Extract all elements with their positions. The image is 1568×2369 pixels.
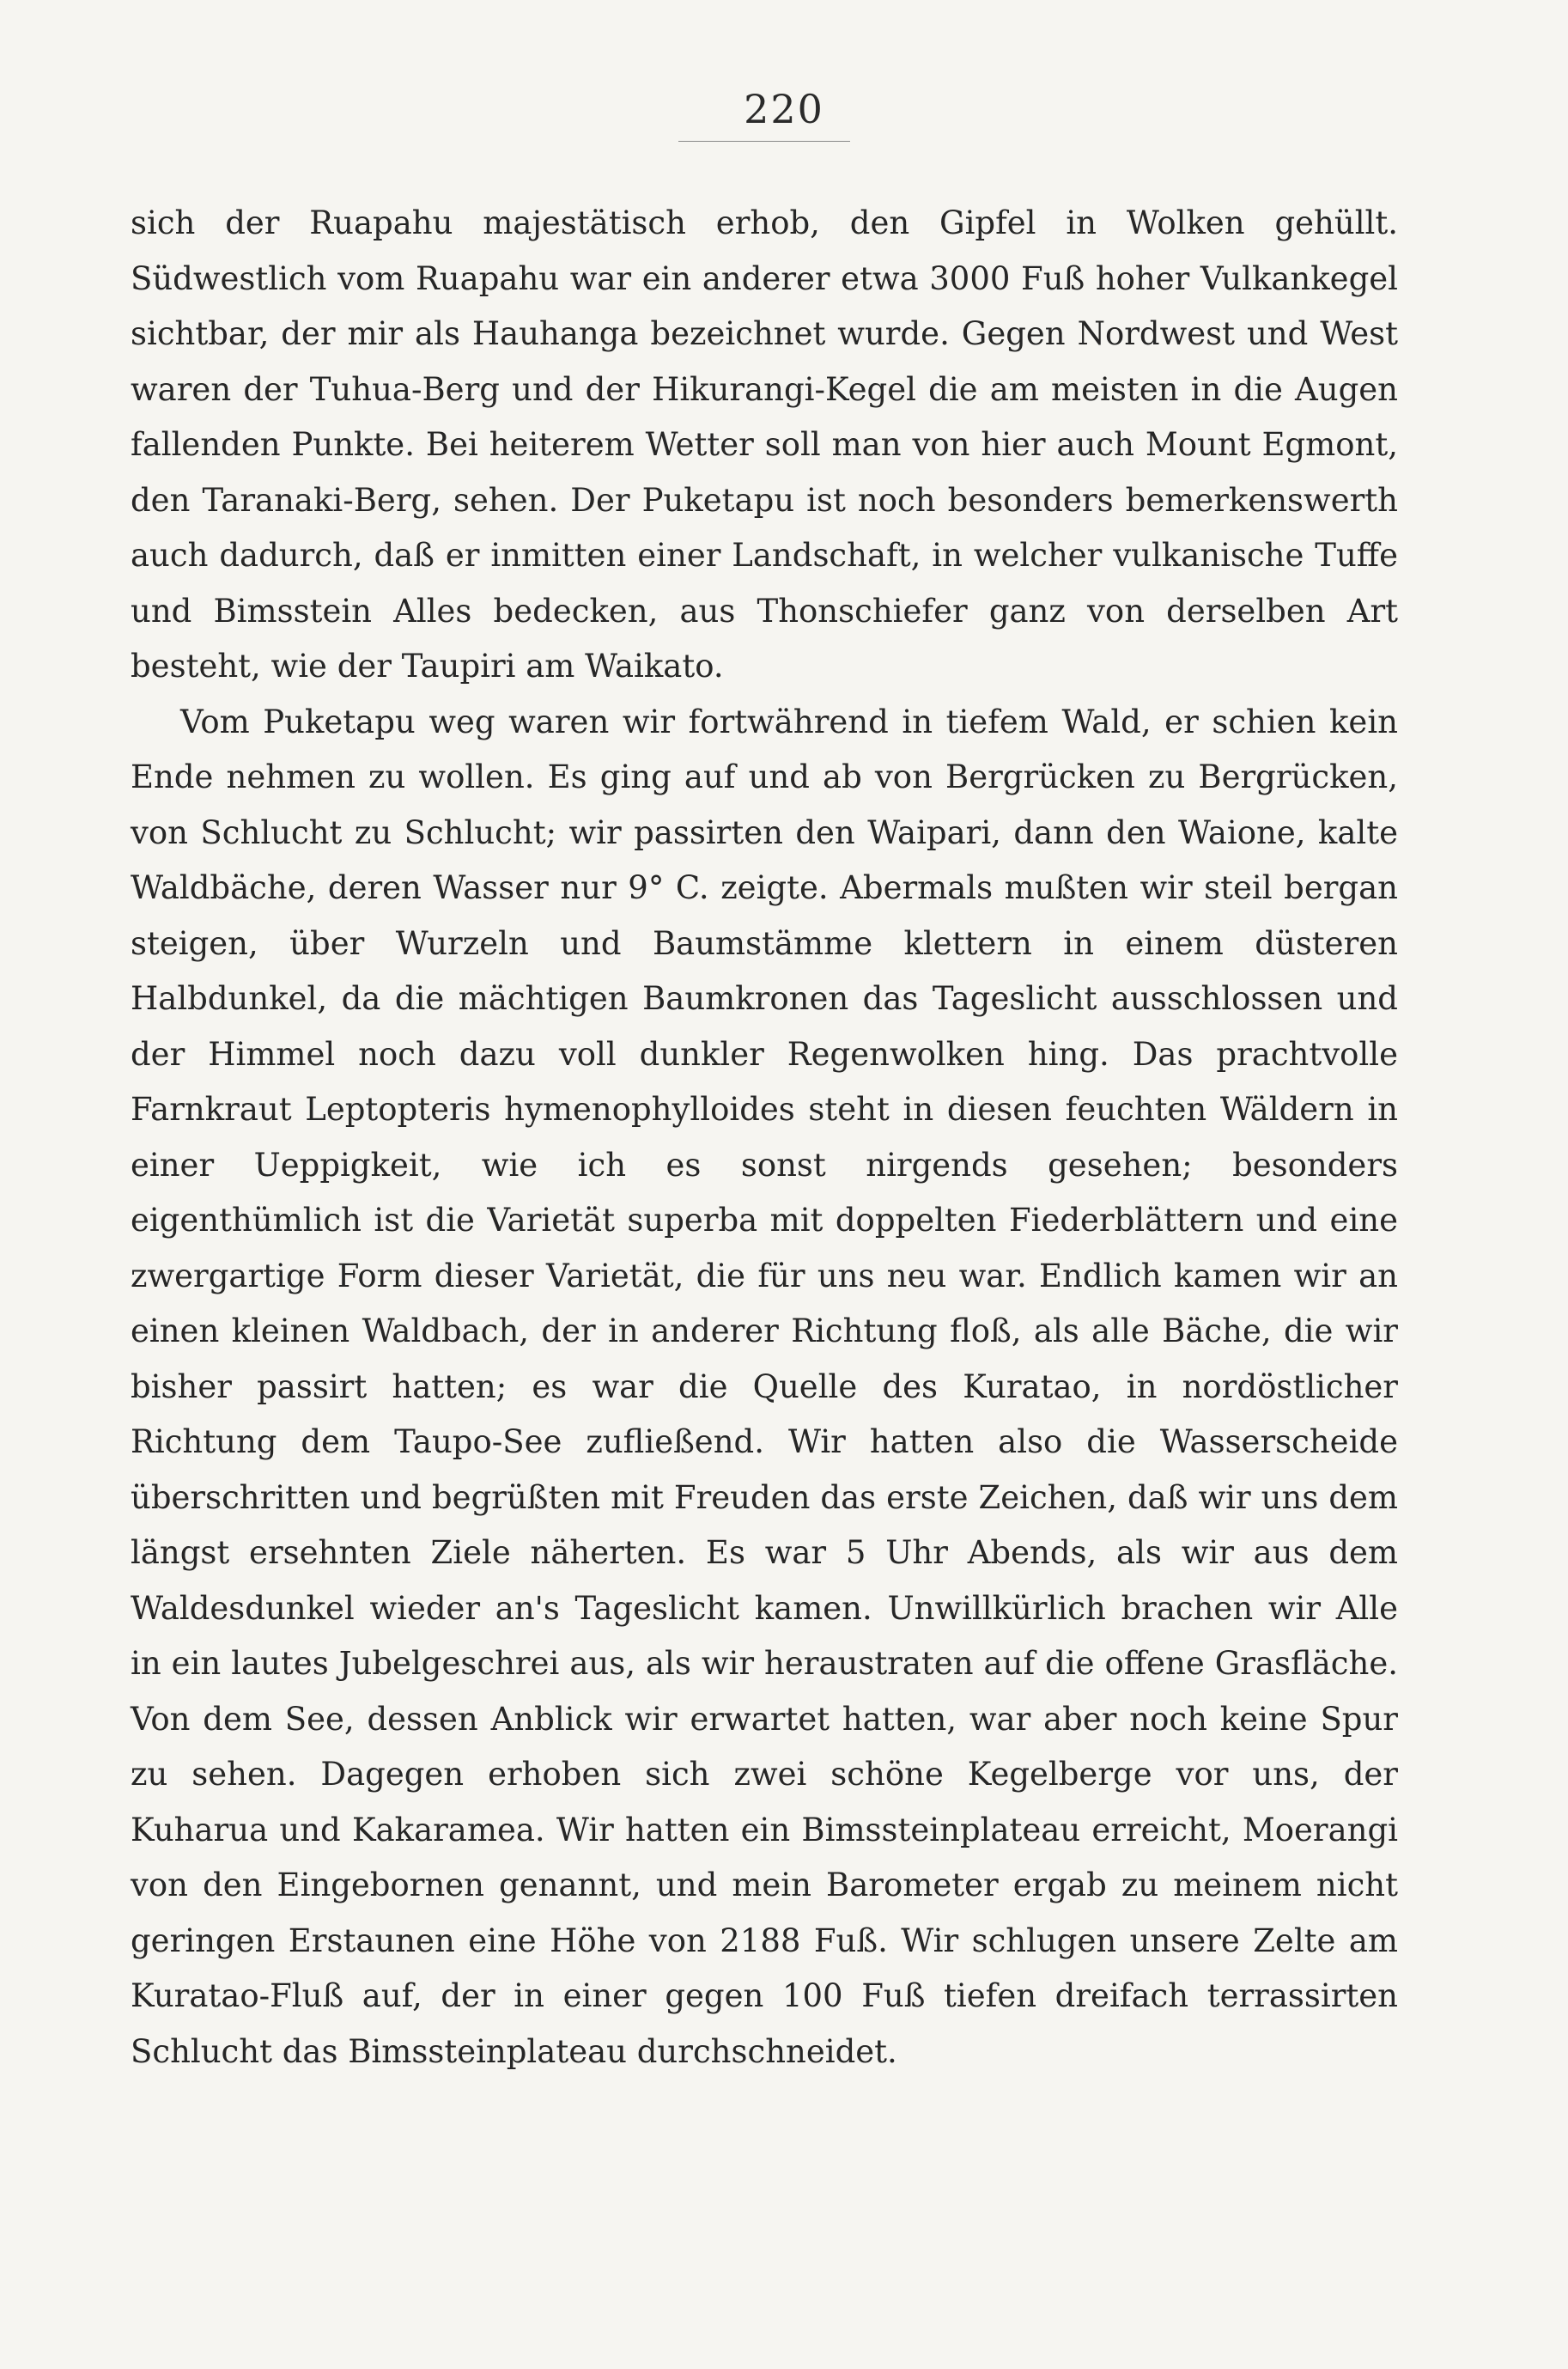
paragraph: Vom Puketapu weg waren wir fortwährend in tiefem Wald, er schien kein Ende nehmen zu wollen. Es ging auf und ab von Bergrücken zu Bergrücken, von Schlucht zu Schlucht; wir passirten den Waipari, dann den Waione, kalte Waldbäche, deren Wasser nur 9° C. zeigte. Abermals mußten wir steil bergan steigen, über Wurzeln und Baumstämme klettern in einem düsteren Halbdunkel, da die mächtigen Baumkronen das Tageslicht ausschlossen und der Himmel noch dazu voll dunkler Regenwolken hing. Das prachtvolle Farnkraut Leptopteris hymenophylloides steht in diesen feuchten Wäldern in einer Ueppigkeit, wie ich es sonst nirgends gesehen; besonders eigenthümlich ist die Varietät superba mit doppelten Fiederblättern und eine zwergartige Form dieser Varietät, die für uns neu war. Endlich kamen wir an einen kleinen Waldbach, der in anderer Richtung floß, als alle Bäche, die wir bisher passirt hatten; es war die Quelle des Kuratao, in nordöstlicher Richtung dem Taupo-See zufließend. Wir hatten also die Wasserscheide überschritten und begrüßten mit Freuden das erste Zeichen, daß wir uns dem längst ersehnten Ziele näherten. Es war 5 Uhr Abends, als wir aus dem Waldesdunkel wieder an's Tageslicht kamen. Unwillkürlich brachen wir Alle in ein lautes Jubelgeschrei aus, als wir heraustraten auf die offene Grasfläche. Von dem See, dessen Anblick wir erwartet hatten, war aber noch keine Spur zu sehen. Dagegen erhoben sich zwei schöne Kegelberge vor uns, der Kuharua und Kakaramea. Wir hatten ein Bimssteinplateau erreicht, Moerangi von den Eingebornen genannt, und mein Barometer ergab zu meinem nicht geringen Erstaunen eine Höhe von 2188 Fuß. Wir schlugen unsere Zelte am Kuratao-Fluß auf, der in einer gegen 100 Fuß tiefen dreifach terrassirten Schlucht das Bimssteinplateau durchschneidet. bbox=[131, 703, 1398, 2070]
body-text bbox=[131, 196, 1398, 2080]
page-number: 220 bbox=[744, 86, 824, 132]
paragraph: sich der Ruapahu majestätisch erhob, den Gipfel in Wolken gehüllt. Südwestlich vom Ruapahu war ein anderer etwa 3000 Fuß hoher Vulkankegel sichtbar, der mir als Hauhanga bezeichnet wurde. Gegen Nordwest und West waren der Tuhua-Berg und der Hikurangi-Kegel die am meisten in die Augen fallenden Punkte. Bei heiterem Wetter soll man von hier auch Mount Egmont, den Taranaki-Berg, sehen. Der Puketapu ist noch besonders bemerkenswerth auch dadurch, daß er inmitten einer Landschaft, in welcher vulkanische Tuffe und Bimsstein Alles bedecken, aus Thonschiefer ganz von derselben Art besteht, wie der Taupiri am Waikato. bbox=[131, 204, 1398, 685]
header-rule bbox=[678, 141, 850, 142]
